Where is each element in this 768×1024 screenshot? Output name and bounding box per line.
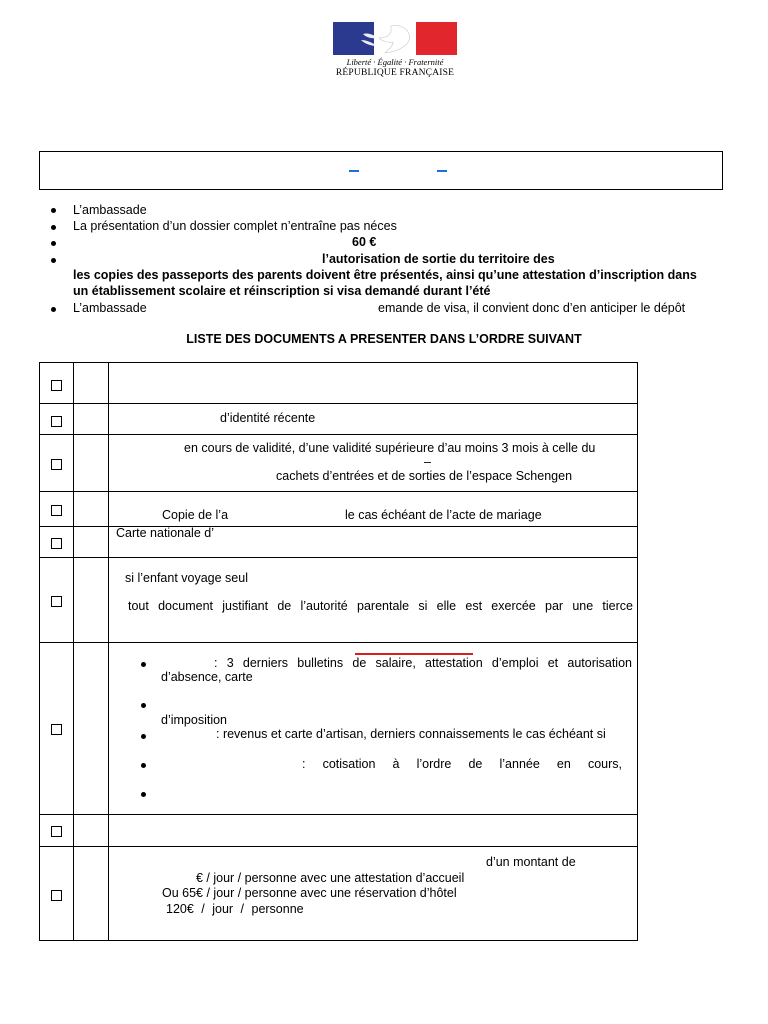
- cell-text: d’un montant de: [486, 855, 576, 869]
- cell-text: en cours de validité, d’une validité supérieure d’au moins 3 mois à celle du: [184, 441, 596, 455]
- column-divider: [73, 363, 74, 940]
- title-link-underline[interactable]: [437, 170, 447, 172]
- bullet-text: L’ambassade: [73, 301, 147, 315]
- row-divider: [40, 642, 637, 643]
- bullet-dot: [141, 734, 146, 739]
- section-heading: LISTE DES DOCUMENTS A PRESENTER DANS L’ORDRE SUIVANT: [186, 332, 582, 346]
- bullet-dot: [51, 307, 56, 312]
- cell-text: d’imposition: [161, 713, 228, 727]
- bullet-dot: [51, 241, 56, 246]
- cell-text: tout document justifiant de l’autorité parentale si elle est exercée par une tierce: [128, 599, 633, 613]
- cell-text: : cotisation à l’ordre de l’année en cours,: [302, 757, 622, 771]
- document-checkbox[interactable]: [51, 505, 62, 516]
- cell-text: si l’enfant voyage seul: [125, 571, 248, 585]
- logo-motto: Liberté · Égalité · Fraternité: [346, 57, 444, 67]
- row-divider: [40, 403, 637, 404]
- bullet-text: un établissement scolaire et réinscription si visa demandé durant l’été: [73, 284, 491, 298]
- row-divider: [40, 434, 637, 435]
- republique-francaise-logo: [333, 22, 457, 82]
- red-underline: [355, 653, 473, 655]
- bullet-text: La présentation d’un dossier complet n’entraîne pas néces: [73, 219, 397, 233]
- row-divider: [40, 814, 637, 815]
- cell-text: 120€ / jour / personne: [166, 902, 304, 916]
- cell-text: cachets d’entrées et de sorties de l’espace Schengen: [276, 469, 573, 483]
- cell-text: d’identité récente: [220, 411, 316, 425]
- bullet-dot: [51, 225, 56, 230]
- bullet-dot: [141, 703, 146, 708]
- bullet-text: l’autorisation de sortie du territoire des: [322, 252, 555, 266]
- bullet-text: les copies des passeports des parents doivent être présentés, ainsi qu’une attestation d’inscription dans: [73, 268, 697, 282]
- row-divider: [40, 846, 637, 847]
- document-checkbox[interactable]: [51, 724, 62, 735]
- cell-text: le cas échéant de l’acte de mariage: [345, 508, 542, 522]
- bullet-dot: [51, 258, 56, 263]
- bullet-dot: [141, 662, 146, 667]
- bullet-text: emande de visa, il convient donc d’en anticiper le dépôt: [378, 301, 686, 315]
- fee-amount: 60 €: [352, 235, 377, 249]
- cell-text: Ou 65€ / jour / personne avec une réservation d’hôtel: [162, 886, 457, 900]
- cell-text: € / jour / personne avec une attestation d’accueil: [196, 871, 465, 885]
- row-divider: [40, 557, 637, 558]
- logo-republic-name: RÉPUBLIQUE FRANÇAISE: [335, 68, 455, 78]
- cell-text: Carte nationale d’: [116, 526, 214, 540]
- marianne-flag-icon: [333, 22, 457, 55]
- document-checkbox[interactable]: [51, 538, 62, 549]
- document-checkbox[interactable]: [51, 416, 62, 427]
- document-checkbox[interactable]: [51, 380, 62, 391]
- document-checkbox[interactable]: [51, 596, 62, 607]
- documents-table: [39, 362, 638, 941]
- bullet-text: L’ambassade: [73, 203, 147, 217]
- cell-text: : 3 derniers bulletins de salaire, attestation d’emploi et autorisation: [214, 656, 632, 670]
- bullet-dot: [51, 208, 56, 213]
- document-checkbox[interactable]: [51, 826, 62, 837]
- cell-text: d’absence, carte: [161, 670, 253, 684]
- cell-text: Copie de l’a: [162, 508, 229, 522]
- title-box: [39, 151, 723, 190]
- document-checkbox[interactable]: [51, 890, 62, 901]
- title-link-underline[interactable]: [349, 170, 359, 172]
- cell-text: –: [424, 455, 431, 469]
- column-divider: [108, 363, 109, 940]
- document-checkbox[interactable]: [51, 459, 62, 470]
- cell-text: : revenus et carte d’artisan, derniers connaissements le cas échéant si: [216, 727, 606, 741]
- bullet-dot: [141, 763, 146, 768]
- bullet-dot: [141, 792, 146, 797]
- row-divider: [40, 491, 637, 492]
